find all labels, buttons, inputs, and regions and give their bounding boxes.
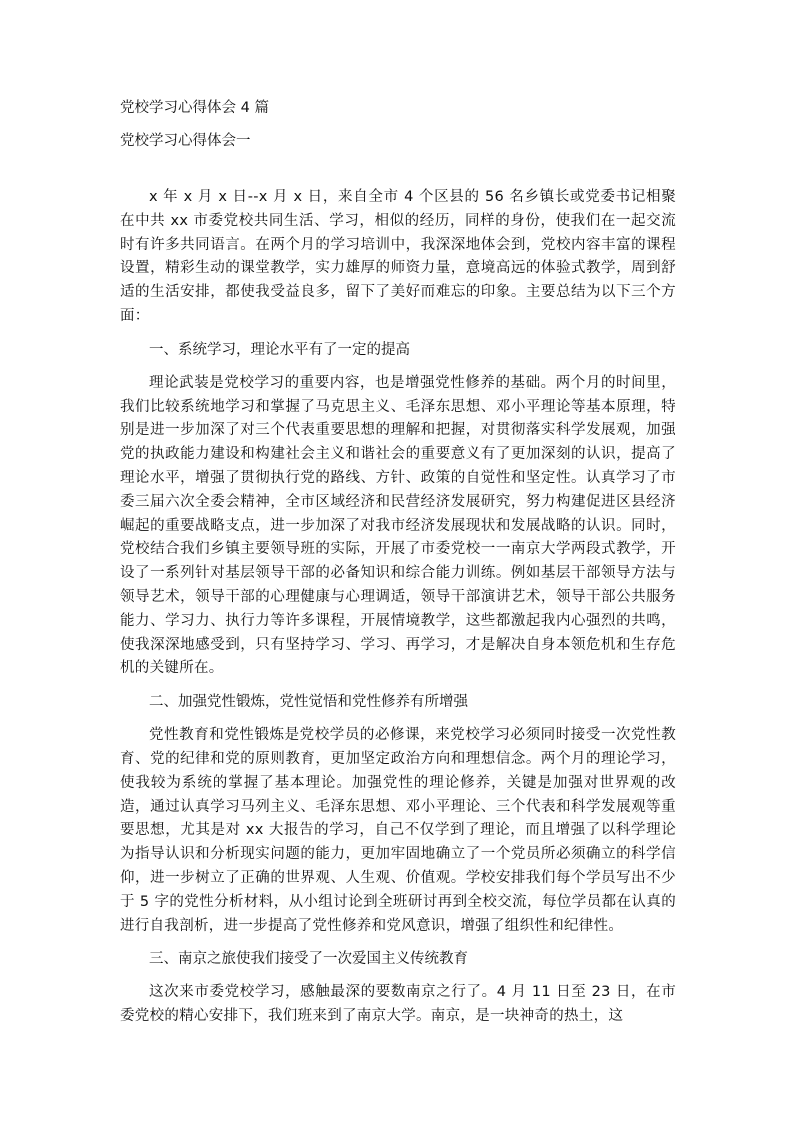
section-3-paragraph: 这次来市委党校学习，感触最深的要数南京之行了。4 月 11 日至 23 日，在市委党校的精心安排下，我们班来到了南京大学。南京，是一块神奇的热土，这 bbox=[120, 984, 676, 1025]
intro-paragraph: x 年 x 月 x 日--x 月 x 日，来自全市 4 个区县的 56 名乡镇长或党委书记相聚在中共 xx 市委党校共同生活、学习，相似的经历，同样的身份，使我们在一起交流时有许多共同语言。在两个月的学习培训中，我深深地体会到，党校内容丰富的课程设置，精彩生动的课堂教学，实力雄厚的师资力量，意境高远的体验式教学，周到舒适的生活安排，都使我受益良多，留下了美好而难忘的印象。主要总结为以下三个方面： bbox=[120, 189, 676, 324]
section-1-heading: 一、系统学习，理论水平有了一定的提高 bbox=[149, 341, 410, 358]
document-title: 党校学习心得体会 4 篇 bbox=[120, 100, 269, 116]
document-body bbox=[120, 186, 676, 1029]
section-2-paragraph: 党性教育和党性锻炼是党校学员的必修课，来党校学习必须同时接受一次党性教育、党的纪律和党的原则教育，更加坚定政治方向和理想信念。两个月的理论学习，使我较为系统的掌握了基本理论。加强党性的理论修养，关键是加强对世界观的改造，通过认真学习马列主义、毛泽东思想、邓小平理论、三个代表和科学发展观等重要思想，尤其是对 xx 大报告的学习，自己不仅学到了理论，而且增强了以科学理论为指导认识和分析现实问题的能力，更加牢固地确立了一个党员所必须确立的科学信仰，进一步树立了正确的世界观、人生观、价值观。学校安排我们每个学员写出不少于 5 字的党性分析材料，从小组讨论到全班研讨再到全校交流，每位学员都在认真的进行自我剖析，进一步提高了党性修养和党风意识，增强了组织性和纪律性。 bbox=[120, 727, 676, 934]
section-2-heading: 二、加强党性锻炼，党性觉悟和党性修养有所增强 bbox=[149, 694, 468, 711]
section-3-heading: 三、南京之旅使我们接受了一次爱国主义传统教育 bbox=[149, 951, 468, 968]
section-1-paragraph: 理论武装是党校学习的重要内容，也是增强党性修养的基础。两个月的时间里，我们比较系统地学习和掌握了马克思主义、毛泽东思想、邓小平理论等基本原理，特别是进一步加深了对三个代表重要思想的理解和把握，对贯彻落实科学发展观，加强党的执政能力建设和构建社会主义和谐社会的重要意义有了更加深刻的认识，提高了理论水平，增强了贯彻执行党的路线、方针、政策的自觉性和坚定性。认真学习了市委三届六次全委会精神，全市区域经济和民营经济发展研究，努力构建促进区县经济崛起的重要战略支点，进一步加深了对我市经济发展现状和发展战略的认识。同时，党校结合我们乡镇主要领导班的实际，开展了市委党校一一南京大学两段式教学，开设了一系列针对基层领导干部的必备知识和综合能力训练。例如基层干部领导方法与领导艺术，领导干部的心理健康与心理调适，领导干部演讲艺术，领导干部公共服务能力、学习力、执行力等许多课程，开展情境教学，这些都激起我内心强烈的共鸣，使我深深地感受到，只有坚持学习、学习、再学习，才是解决自身本领危机和生存危机的关键所在。 bbox=[120, 374, 676, 677]
document-subtitle: 党校学习心得体会一 bbox=[120, 133, 251, 149]
